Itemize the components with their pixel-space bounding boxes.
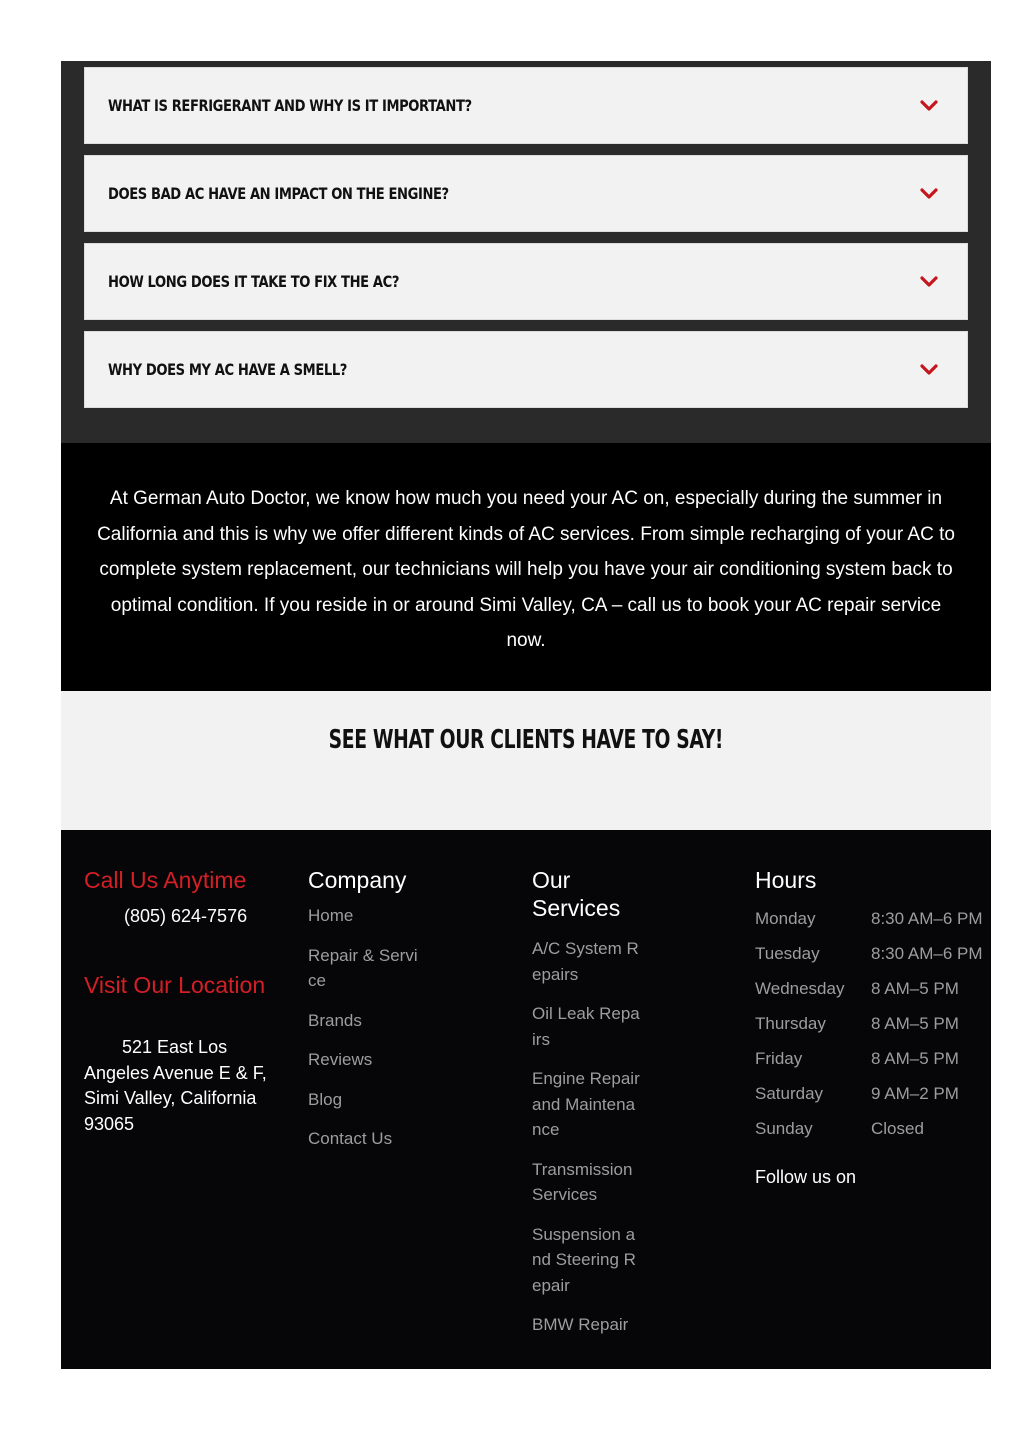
footer-link-transmission[interactable]: Transmission Services — [532, 1159, 633, 1204]
faq-item-refrigerant[interactable] — [84, 67, 968, 144]
hours-day: Monday — [755, 909, 816, 928]
hours-time: 8 AM–5 PM — [871, 1049, 959, 1068]
footer-link-brands[interactable]: Brands — [308, 1010, 362, 1030]
visit-location-title: Visit Our Location — [84, 972, 266, 998]
hours-time: 9 AM–2 PM — [871, 1084, 959, 1103]
faq-question: HOW LONG DOES IT TAKE TO FIX THE AC? — [108, 272, 400, 291]
about-text: At German Auto Doctor, we know how much you need your AC on, especially during the summer in California and this is why we offer different kinds of AC services. From simple recharging of your AC to complete system replacement, our technicians will help you have your air conditioning system back to optimal condition. If you reside in or around Simi Valley, CA – call us to book your AC repair service now. — [97, 488, 955, 651]
company-links — [308, 903, 418, 1152]
services-links — [532, 936, 642, 1338]
hours-row — [755, 1048, 985, 1069]
footer-link-blog[interactable]: Blog — [308, 1089, 343, 1109]
chevron-down-icon — [919, 99, 939, 113]
testimonials-title: SEE WHAT OUR CLIENTS HAVE TO SAY! — [328, 725, 724, 755]
hours-time: 8:30 AM–6 PM — [871, 909, 983, 928]
address-text: 521 East Los Angeles Avenue E & F, Simi Valley, California 93065 — [84, 1037, 267, 1134]
faq-section — [61, 61, 991, 443]
hours-row — [755, 943, 985, 964]
chevron-down-icon — [919, 275, 939, 289]
footer-link-ac-repairs[interactable]: A/C System Repairs — [532, 939, 639, 984]
hours-day: Wednesday — [755, 979, 845, 998]
hours-time: 8 AM–5 PM — [871, 979, 959, 998]
footer-link-suspension[interactable]: Suspension and Steering Repair — [532, 1224, 636, 1295]
hours-row — [755, 908, 985, 929]
footer-company-column — [308, 866, 418, 1166]
footer-link-bmw-repair[interactable]: BMW Repair — [532, 1315, 629, 1334]
hours-table — [755, 908, 985, 1139]
hours-time: Closed — [871, 1119, 924, 1138]
faq-item-fix-duration[interactable] — [84, 243, 968, 320]
page — [61, 61, 991, 1369]
hours-day: Sunday — [755, 1119, 813, 1138]
hours-row — [755, 1013, 985, 1034]
hours-day: Friday — [755, 1049, 803, 1068]
hours-row — [755, 1083, 985, 1104]
footer-link-reviews[interactable]: Reviews — [308, 1050, 373, 1069]
hours-row — [755, 1118, 985, 1139]
footer-services-column — [532, 866, 642, 1352]
footer-contact-column — [84, 866, 284, 1137]
faq-question: WHAT IS REFRIGERANT AND WHY IS IT IMPORTANT? — [108, 96, 472, 115]
faq-item-engine-impact[interactable] — [84, 155, 968, 232]
hours-time: 8:30 AM–6 PM — [871, 944, 983, 963]
hours-time: 8 AM–5 PM — [871, 1014, 959, 1033]
faq-item-smell[interactable] — [84, 331, 968, 408]
footer-hours-column — [755, 866, 985, 1188]
about-section — [61, 443, 991, 691]
follow-us-label: Follow us on — [755, 1167, 857, 1187]
footer-link-oil-leak[interactable]: Oil Leak Repairs — [532, 1004, 640, 1049]
footer-link-home[interactable]: Home — [308, 906, 354, 925]
hours-row — [755, 978, 985, 999]
company-title: Company — [308, 867, 407, 893]
faq-question: DOES BAD AC HAVE AN IMPACT ON THE ENGINE? — [108, 184, 449, 203]
hours-day: Tuesday — [755, 944, 820, 963]
chevron-down-icon — [919, 187, 939, 201]
footer-link-repair-service[interactable]: Repair & Service — [308, 945, 418, 990]
testimonials-section — [61, 691, 991, 830]
chevron-down-icon — [919, 363, 939, 377]
services-title: Our Services — [532, 867, 621, 921]
hours-day: Thursday — [755, 1014, 826, 1033]
hours-title: Hours — [755, 867, 817, 893]
call-us-title: Call Us Anytime — [84, 867, 247, 893]
footer — [61, 830, 991, 1369]
phone-link[interactable]: (805) 624-7576 — [124, 906, 248, 926]
footer-link-contact[interactable]: Contact Us — [308, 1129, 393, 1148]
hours-day: Saturday — [755, 1084, 824, 1103]
footer-link-engine-repair[interactable]: Engine Repair and Maintenance — [532, 1069, 640, 1139]
faq-question: WHY DOES MY AC HAVE A SMELL? — [108, 360, 347, 379]
